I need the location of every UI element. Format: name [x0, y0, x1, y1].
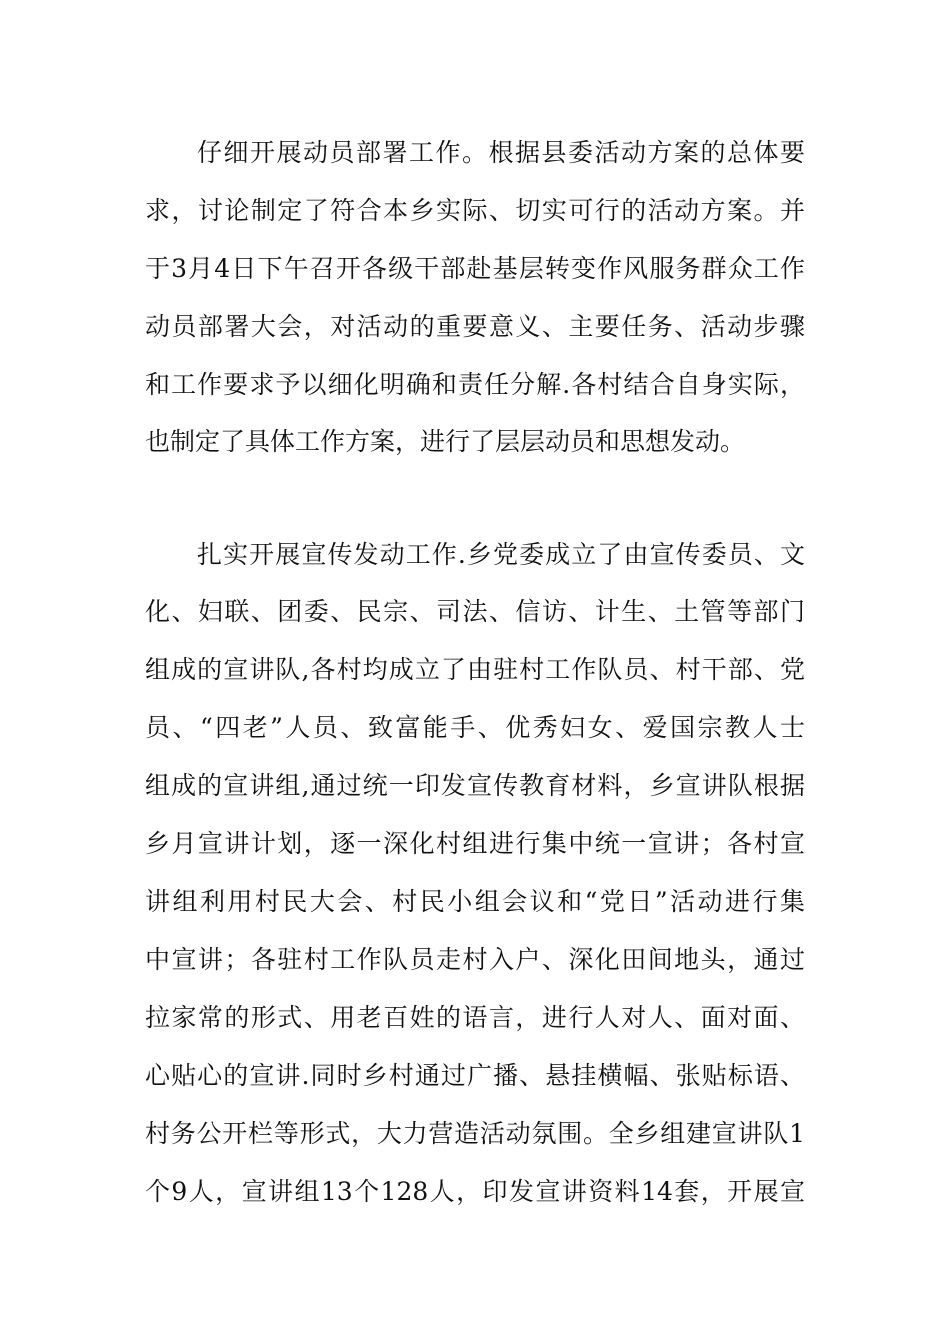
paragraph-1-line-5: 和工作要求予以细化明确和责任分解.各村结合自身实际， — [145, 370, 805, 399]
paragraph-1-line-1: 仔细开展动员部署工作。根据县委活动方案的总体要 — [197, 138, 805, 167]
paragraph-2-line-4: 员、“四老”人员、致富能手、优秀妇女、爱国宗教人士 — [145, 713, 805, 742]
paragraph-2-line-3: 组成的宣讲队,各村均成立了由驻村工作队员、村干部、党 — [145, 655, 805, 684]
paragraph-2-line-9: 拉家常的形式、用老百姓的语言，进行人对人、面对面、 — [145, 1003, 805, 1032]
paragraph-2-line-11: 村务公开栏等形式，大力营造活动氛围。全乡组建宣讲队1 — [145, 1119, 805, 1148]
paragraph-2-line-12: 个9人，宣讲组13个128人，印发宣讲资料14套，开展宣 — [145, 1177, 805, 1206]
paragraph-2-line-2: 化、妇联、团委、民宗、司法、信访、计生、土管等部门 — [145, 597, 805, 626]
paragraph-1-line-4: 动员部署大会，对活动的重要意义、主要任务、活动步骤 — [145, 312, 805, 341]
paragraph-1-line-2: 求，讨论制定了符合本乡实际、切实可行的活动方案。并 — [145, 196, 805, 225]
paragraph-1-line-3: 于3月4日下午召开各级干部赴基层转变作风服务群众工作 — [145, 254, 805, 283]
paragraph-2-line-10: 心贴心的宣讲.同时乡村通过广播、悬挂横幅、张贴标语、 — [145, 1061, 805, 1090]
paragraph-2-line-5: 组成的宣讲组,通过统一印发宣传教育材料，乡宣讲队根据 — [145, 771, 805, 800]
paragraph-2-line-6: 乡月宣讲计划，逐一深化村组进行集中统一宣讲；各村宣 — [145, 829, 805, 858]
paragraph-2-line-7: 讲组利用村民大会、村民小组会议和“党日”活动进行集 — [145, 887, 805, 916]
paragraph-2-line-8: 中宣讲；各驻村工作队员走村入户、深化田间地头，通过 — [145, 945, 805, 974]
paragraph-2-line-1: 扎实开展宣传发动工作.乡党委成立了由宣传委员、文 — [197, 540, 805, 569]
paragraph-1-line-6: 也制定了具体工作方案，进行了层层动员和思想发动。 — [145, 427, 746, 456]
